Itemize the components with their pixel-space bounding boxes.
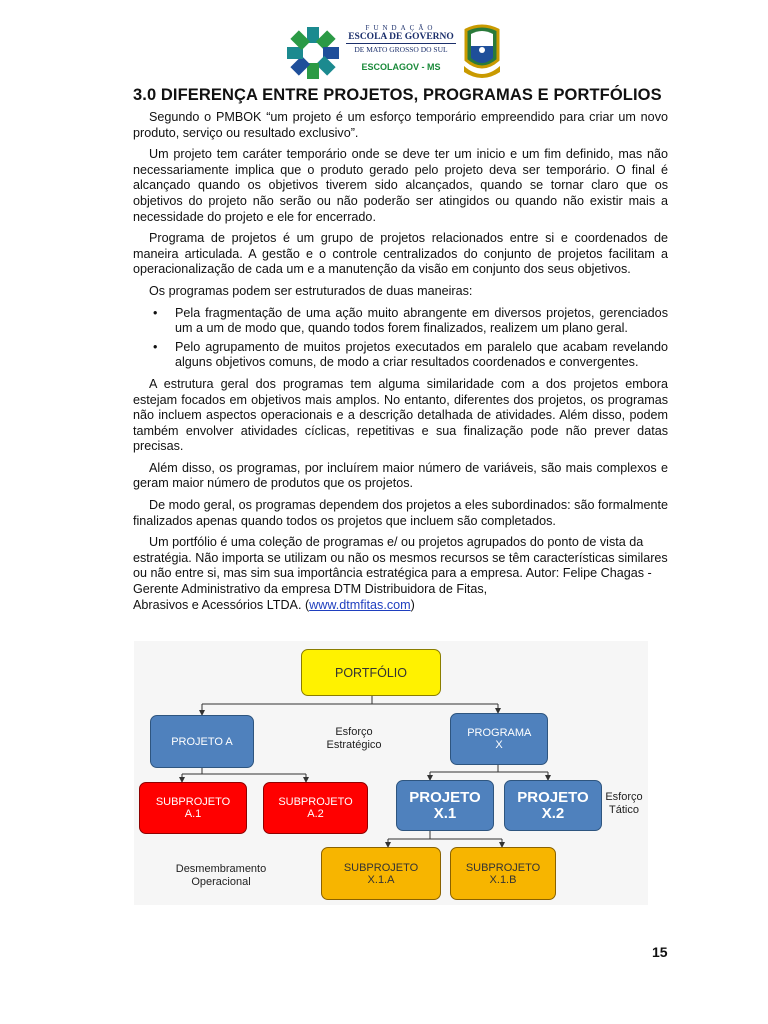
programa-x-label: PROGRAMA X	[467, 727, 532, 751]
paragraph: Além disso, os programas, por incluírem maior número de variáveis, são mais complexos e geram maior número de produtos que os projetos.	[133, 460, 668, 491]
strategic-effort-label: Esforço Estratégico	[326, 726, 382, 751]
project-x1-box	[396, 780, 494, 831]
state-label: DE MATO GROSSO DO SUL	[354, 45, 448, 54]
list-item	[133, 340, 668, 371]
paragraph	[133, 535, 668, 613]
project-x2-label: PROJETO X.2	[517, 788, 589, 822]
subproject-a1-box	[139, 782, 247, 834]
paragraph: De modo geral, os programas dependem dos projetos a eles subordinados: são formalmente finalizados apenas quando todos os projetos que incluem são completados.	[133, 498, 668, 528]
list-item	[133, 306, 668, 337]
project-x1-label: PROJETO X.1	[409, 788, 481, 822]
foundation-label: FUNDAÇÃO	[365, 24, 437, 32]
subproject-x1a-label: SUBPROJETO X.1.A	[343, 861, 419, 886]
paragraph: Um projeto tem caráter temporário onde se deve ter um inicio e um fim definido, mas não necessariamente implica que o produto gerado pelo projeto deva ser temporário. O final é alcançado quando os objetivos tiverem sido alcançados, quando se tornar claro que os objetivos do projeto não serão ou não poderão ser atingidos ou quando não existir mais a necessidade do projeto e ele for encerrado.	[133, 147, 668, 224]
dtmfitas-link[interactable]: www.dtmfitas.com	[309, 597, 411, 612]
escolagov-logo-icon	[284, 24, 342, 82]
school-label: ESCOLA DE GOVERNO	[346, 32, 456, 44]
paren-close: )	[410, 597, 415, 612]
subproject-x1b-label: SUBPROJETO X.1.B	[465, 861, 541, 886]
page-number: 15	[652, 944, 668, 960]
bullet-icon: •	[153, 339, 158, 354]
portfolio-box	[301, 649, 441, 696]
project-x2-box	[504, 780, 602, 831]
bullet-list	[133, 306, 668, 371]
projeto-a-box	[150, 715, 254, 768]
subproject-x1a-box	[321, 847, 441, 900]
paragraph: Programa de projetos é um grupo de projetos relacionados entre si e coordenados de maneira articulada. A gestão e o controle centralizados do conjunto de projetos facilitam a operacionalização de cada um e a manutenção da visão em conjunto dos seus objetivos.	[133, 231, 668, 277]
subproject-a2-label: SUBPROJETO A.2	[278, 796, 353, 820]
portfolio-paragraph-line2: Abrasivos e Acessórios LTDA. (	[133, 597, 310, 612]
portfolio-label: PORTFÓLIO	[334, 665, 407, 680]
organization-name	[346, 24, 456, 72]
hierarchy-diagram	[134, 641, 648, 905]
projeto-a-label: PROJETO A	[171, 735, 233, 748]
document-body	[133, 110, 668, 619]
bullet-icon: •	[153, 305, 158, 320]
paragraph: A estrutura geral dos programas tem alguma similaridade com a dos projetos embora estejam focados em objetivos mais amplos. No entanto, diferentes dos projetos, os programas não incluem aspectos operacionais e a descrição detalhada de atividades. Além disso, podem também envolver atividades cíclicas, repetitivas e sua finalização pode não prever datas precisas.	[133, 376, 668, 454]
subproject-a1-label: SUBPROJETO A.1	[155, 796, 231, 820]
programa-x-box	[450, 713, 548, 765]
subproject-a2-box	[263, 782, 368, 834]
subproject-x1b-box	[450, 847, 556, 900]
state-crest-icon	[460, 22, 504, 82]
portfolio-paragraph-text: Um portfólio é uma coleção de programas e/ ou projetos agrupados do ponto de vista da estratégia. Não importa se utilizam ou não os mesmos recursos se têm características similares ou não entre si, mas sim sua importância estratégica para a empresa. Autor: Felipe Chagas - Gerente Administrativo da empresa DTM Distribuidora de Fitas,	[133, 535, 668, 597]
list-item-text: Pelo agrupamento de muitos projetos executados em paralelo que acabam revelando alguns objetivos comuns, de modo a criar resultados coordenados e convergentes.	[175, 339, 668, 370]
list-item-text: Pela fragmentação de uma ação muito abrangente em diversos projetos, gerenciados um a um de modo que, quando todos forem finalizados, realizem um plano geral.	[175, 305, 668, 336]
page-title: 3.0 DIFERENÇA ENTRE PROJETOS, PROGRAMAS E PORTFÓLIOS	[133, 86, 662, 104]
paragraph: Os programas podem ser estruturados de duas maneiras:	[149, 283, 473, 298]
brand-label: ESCOLAGOV - MS	[361, 62, 441, 72]
page-header	[0, 18, 768, 82]
tactical-effort-label: Esforço Tático	[605, 791, 643, 816]
operational-breakdown-label: Desmembramento Operacional	[175, 863, 267, 888]
paragraph: Segundo o PMBOK “um projeto é um esforço temporário empreendido para criar um novo produto, serviço ou resultado exclusivo”.	[133, 110, 668, 140]
